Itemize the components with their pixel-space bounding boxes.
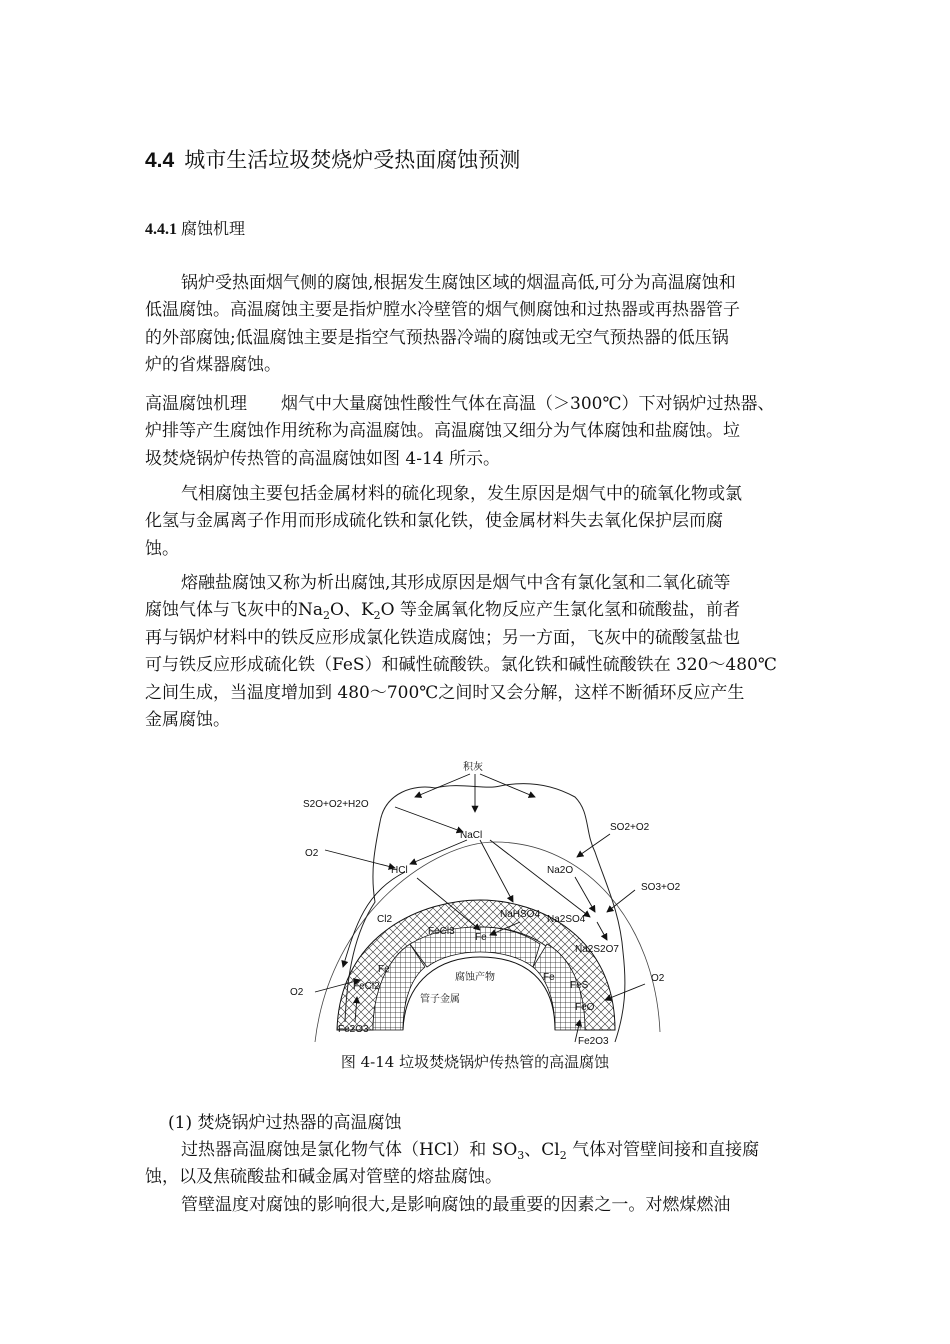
text-line: 气相腐蚀主要包括金属材料的硫化现象，发生原因是烟气中的硫氧化物或氯 — [181, 484, 742, 504]
label-fe-left: Fe — [378, 964, 390, 975]
section-number: 4.4 — [145, 149, 175, 172]
figure-caption: 图 4-14 垃圾焚烧锅炉传热管的高温腐蚀 — [340, 1053, 610, 1071]
text-line: 再与锅炉材料中的铁反应形成氯化铁造成腐蚀；另一方面，飞灰中的硫酸氢盐也 — [145, 627, 740, 648]
paragraph-corrosion-types — [145, 270, 805, 380]
label-cl2: Cl2 — [377, 914, 393, 925]
text-line: 锅炉受热面烟气侧的腐蚀,根据发生腐蚀区域的烟温高低,可分为高温腐蚀和 — [181, 273, 736, 293]
text-line: 圾焚烧锅炉传热管的高温腐蚀如图 4-14 所示。 — [145, 448, 500, 469]
text-line: 管壁温度对腐蚀的影响很大,是影响腐蚀的最重要的因素之一。对燃煤燃油 — [181, 1194, 731, 1215]
label-o2-right: O2 — [651, 973, 665, 984]
section-title: 城市生活垃圾焚烧炉受热面腐蚀预测 — [184, 148, 521, 172]
text-line: 熔融盐腐蚀又称为析出腐蚀,其形成原因是烟气中含有氯化氢和二氧化硫等 — [181, 573, 731, 593]
label-ash: 积灰 — [463, 762, 483, 773]
label-o2-top-left: O2 — [305, 848, 319, 859]
subheading-superheater: (1) 焚烧锅炉过热器的高温腐蚀 — [168, 1113, 402, 1133]
label-o2-left: O2 — [290, 987, 304, 998]
label-s2o: S2O+O2+H2O — [303, 799, 369, 810]
label-fe-right: Fe — [543, 972, 555, 983]
label-fecl2: FeCl2 — [353, 981, 380, 992]
section-heading — [145, 144, 520, 174]
text-line: 炉排等产生腐蚀作用统称为高温腐蚀。高温腐蚀又细分为气体腐蚀和盐腐蚀。垃 — [145, 421, 740, 442]
label-fe-top: Fe — [475, 932, 487, 943]
paragraph-molten-salt-corrosion — [145, 570, 805, 734]
text-line: 炉的省煤器腐蚀。 — [145, 355, 281, 376]
label-na2so4: Na2SO4 — [547, 914, 586, 925]
label-nahso4: NaHSO4 — [500, 909, 541, 920]
label-fe2o3-left: Fe2O3 — [338, 1024, 369, 1035]
text-line: 低温腐蚀。高温腐蚀主要是指炉膛水冷壁管的烟气侧腐蚀和过热器或再热器管子 — [145, 300, 740, 321]
label-feo: FeO — [575, 1002, 595, 1013]
paragraph-high-temp-mechanism — [145, 391, 805, 473]
text-line: 金属腐蚀。 — [145, 709, 230, 730]
text-line: 的外部腐蚀;低温腐蚀主要是指空气预热器冷端的腐蚀或无空气预热器的低压锅 — [145, 327, 729, 348]
text-line: 化氢与金属离子作用而形成硫化铁和氯化铁，使金属材料失去氧化保护层而腐 — [145, 511, 723, 532]
label-tube-metal: 管子金属 — [420, 994, 460, 1005]
label-nacl: NaCl — [460, 830, 483, 841]
label-fes: FeS — [570, 980, 589, 991]
paragraph-gas-corrosion — [145, 481, 805, 563]
text-line: 高温腐蚀机理 烟气中大量腐蚀性酸性气体在高温（＞300℃）下对锅炉过热器、 — [145, 394, 775, 414]
text-line: 之间生成，当温度增加到 480～700℃之间时又会分解，这样不断循环反应产生 — [145, 682, 745, 703]
label-na2s2o7: Na2S2O7 — [575, 944, 619, 955]
label-fe2o3-right: Fe2O3 — [578, 1036, 609, 1047]
corrosion-diagram — [285, 752, 685, 1052]
label-so2: SO2+O2 — [610, 822, 650, 833]
text-line: 过热器高温腐蚀是氯化物气体（HCl）和 $SO_3$、$Cl_2$ 气体对管壁间接和直接腐 — [181, 1140, 760, 1162]
label-so3: SO3+O2 — [641, 882, 681, 893]
subsection-number: 4.4.1 — [145, 221, 177, 238]
paragraph-superheater-corrosion — [145, 1137, 805, 1219]
label-hcl: HCl — [391, 865, 408, 876]
text-line: 蚀。 — [145, 538, 179, 559]
subsection-title: 腐蚀机理 — [181, 219, 246, 238]
label-fecl3: FeCl3 — [428, 926, 455, 937]
text-line: 蚀，以及焦硫酸盐和碱金属对管壁的熔盐腐蚀。 — [145, 1167, 502, 1188]
label-corrosion-product: 腐蚀产物 — [455, 972, 495, 983]
label-na2o: Na2O — [547, 865, 574, 876]
subsection-heading — [145, 216, 245, 239]
text-line: 腐蚀气体与飞灰中的$Na_2O$、$K_2O$ 等金属氧化物反应产生氯化氢和硫酸盐，前者 — [145, 600, 740, 623]
text-line: 可与铁反应形成硫化铁（FeS）和碱性硫酸铁。氯化铁和碱性硫酸铁在 320～480℃ — [145, 655, 777, 676]
